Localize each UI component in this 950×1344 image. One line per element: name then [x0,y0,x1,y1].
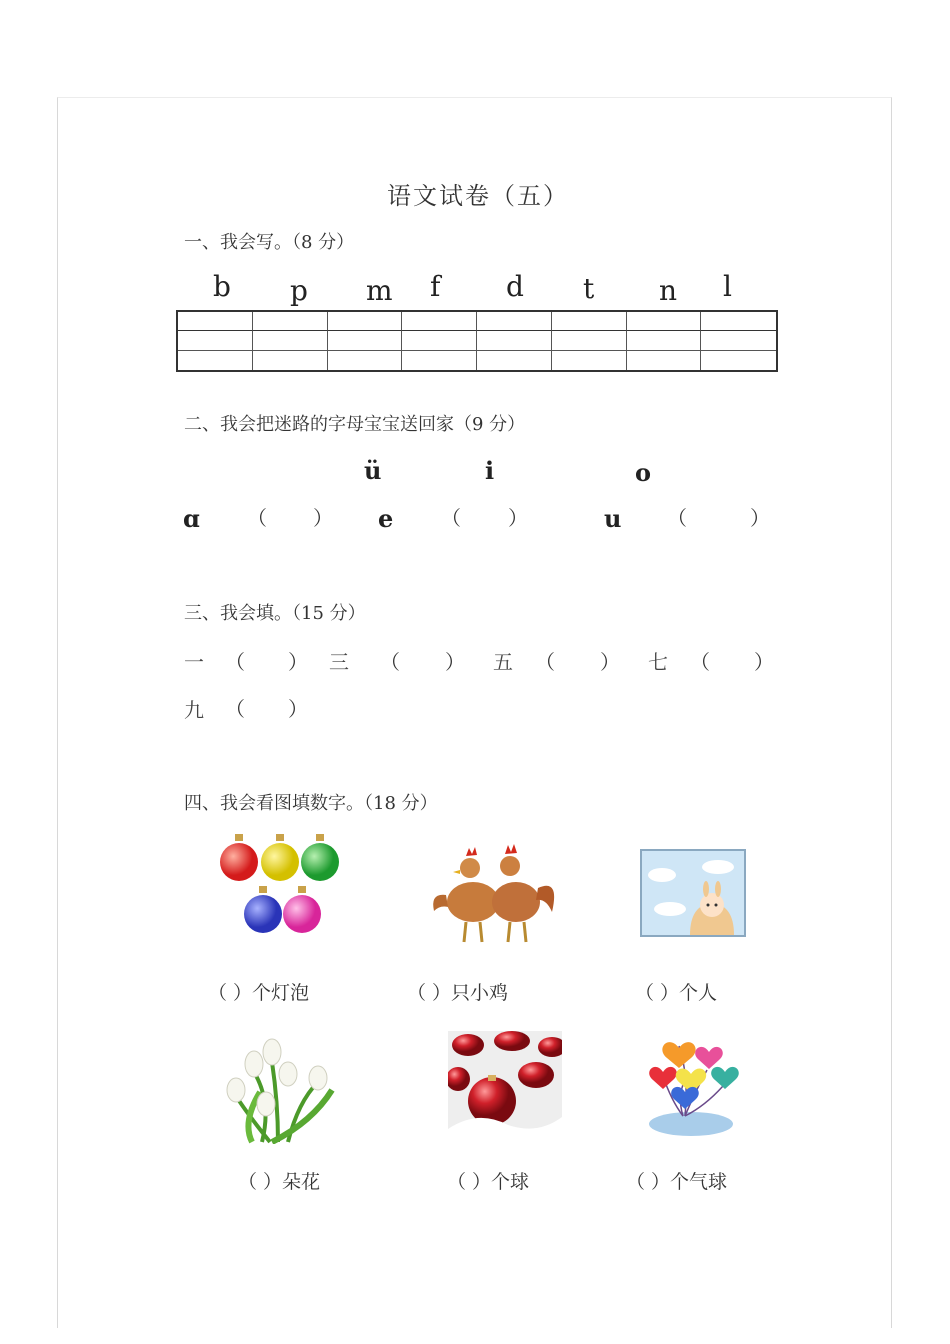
letter-f: f [430,270,441,303]
letter-p: p [290,274,308,307]
paren-open[interactable]: （ [535,650,555,674]
grid-cell[interactable] [178,331,253,350]
caption-bulbs[interactable]: （ ）个灯泡 [208,982,310,1004]
paren-close: ） [508,506,528,530]
letter-a: ɑ [183,504,200,533]
grid-cell[interactable] [178,312,253,331]
paren-open[interactable]: （ [380,650,400,674]
section2-heading: 二、我会把迷路的字母宝宝送回家（9 分） [184,414,526,435]
grid-cell[interactable] [627,351,702,370]
letter-i: i [485,456,495,485]
letter-o: o [635,458,652,487]
page-border [57,97,892,1328]
grid-cell[interactable] [178,351,253,370]
grid-cell[interactable] [477,331,552,350]
paren-close: ） [754,650,774,674]
letter-e: e [378,504,394,533]
paren-close: ） [288,650,308,674]
number-seven: 七 [648,650,668,674]
heart-balloons-image [645,1028,745,1138]
caption-chicks[interactable]: （ ）只小鸡 [407,982,509,1004]
letter-b: b [213,270,231,303]
letter-m: m [366,274,393,307]
paren-close: ） [313,506,333,530]
grid-cell[interactable] [701,331,776,350]
number-one: 一 [184,650,204,674]
section4-heading: 四、我会看图填数字。（18 分） [184,793,438,814]
white-tulips-image [222,1034,342,1144]
caption-flowers[interactable]: （ ）朵花 [238,1171,321,1193]
grid-cell[interactable] [701,351,776,370]
grid-cell[interactable] [328,351,403,370]
grid-cell[interactable] [328,312,403,331]
writing-grid[interactable] [176,310,778,372]
paren-open[interactable]: （ [247,506,267,530]
number-five: 五 [493,650,513,674]
roosters-image [428,840,558,950]
grid-cell[interactable] [253,331,328,350]
section1-heading: 一、我会写。（8 分） [184,232,355,253]
letter-u-umlaut: ü [364,456,382,485]
grid-cell[interactable] [552,312,627,331]
grid-cell[interactable] [402,351,477,370]
section3-heading: 三、我会填。（15 分） [184,603,366,624]
letter-l: l [723,270,732,303]
number-nine: 九 [184,698,204,722]
paren-open[interactable]: （ [441,506,461,530]
number-three: 三 [329,650,349,674]
grid-cell[interactable] [627,312,702,331]
grid-cell[interactable] [477,351,552,370]
caption-people[interactable]: （ ）个人 [635,982,718,1004]
grid-cell[interactable] [253,312,328,331]
christmas-ornaments-image [215,830,345,940]
grid-cell[interactable] [701,312,776,331]
grid-cell[interactable] [627,331,702,350]
red-balls-image [448,1031,562,1129]
grid-cell[interactable] [402,331,477,350]
caption-balloons[interactable]: （ ）个气球 [626,1171,728,1193]
letter-d: d [506,270,524,303]
page-title: 语文试卷（五） [387,182,569,210]
grid-cell[interactable] [552,331,627,350]
paren-close: ） [288,697,308,721]
paren-open[interactable]: （ [225,697,245,721]
paren-close: ） [600,650,620,674]
grid-cell[interactable] [477,312,552,331]
caption-balls[interactable]: （ ）个球 [447,1171,530,1193]
paren-close: ） [750,506,770,530]
grid-cell[interactable] [552,351,627,370]
paren-open[interactable]: （ [690,650,710,674]
window-girl-image [640,849,746,937]
paren-open[interactable]: （ [667,506,687,530]
letter-u: u [604,504,622,533]
grid-cell[interactable] [328,331,403,350]
paren-open[interactable]: （ [225,650,245,674]
grid-cell[interactable] [253,351,328,370]
letter-t: t [583,272,595,305]
paren-close: ） [445,650,465,674]
letter-n: n [659,274,678,307]
grid-cell[interactable] [402,312,477,331]
